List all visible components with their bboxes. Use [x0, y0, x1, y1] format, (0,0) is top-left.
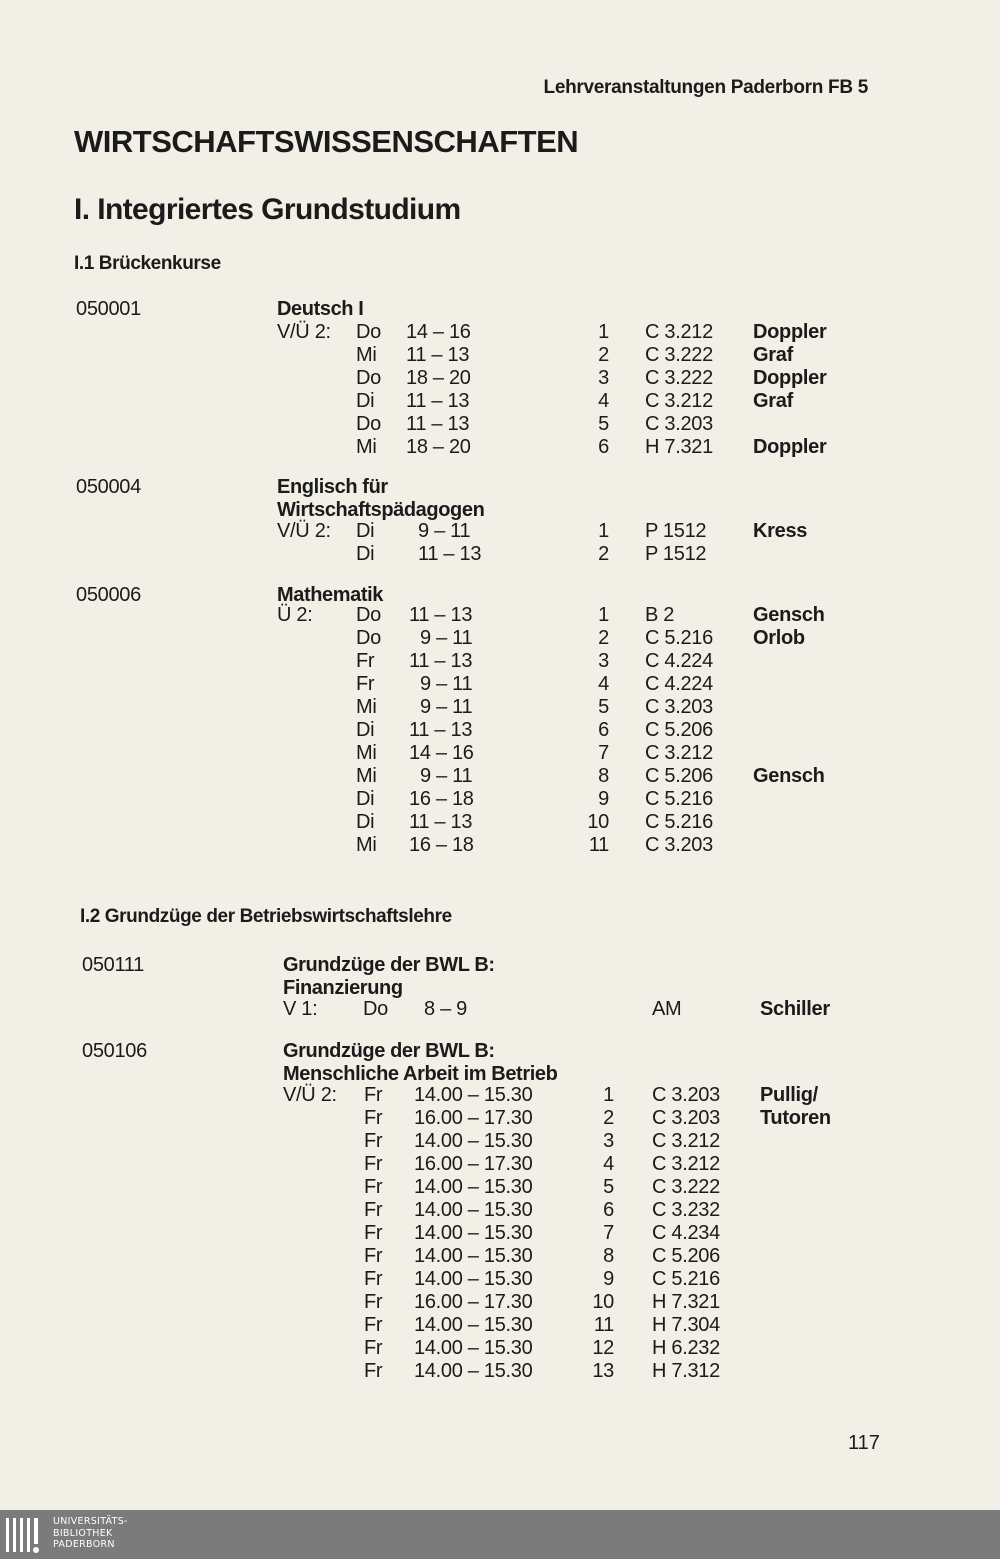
session-group: 8 — [603, 1245, 614, 1267]
session-day: Di — [356, 811, 375, 833]
running-head: Lehrveranstaltungen Paderborn FB 5 — [543, 77, 868, 98]
library-footer — [0, 1510, 1000, 1559]
session-lecturer: Doppler — [753, 436, 827, 458]
session-room: H 6.232 — [652, 1337, 720, 1359]
session-group: 4 — [598, 390, 609, 412]
session-room: C 4.234 — [652, 1222, 720, 1244]
session-time: 11 – 13 — [409, 719, 473, 741]
session-time: 14.00 – 15.30 — [414, 1268, 533, 1290]
session-group: 4 — [598, 673, 609, 695]
session-time: 18 – 20 — [406, 436, 471, 458]
session-row — [0, 1314, 1000, 1337]
session-group: 6 — [598, 719, 609, 741]
library-bars-icon — [4, 1514, 46, 1556]
session-time: 14.00 – 15.30 — [414, 1245, 533, 1267]
session-group: 3 — [598, 650, 609, 672]
session-lecturer: Kress — [753, 520, 808, 542]
session-day: Do — [356, 627, 381, 649]
session-row — [0, 1245, 1000, 1268]
session-time: 16 – 18 — [409, 834, 474, 856]
session-row — [0, 1153, 1000, 1176]
session-group: 3 — [603, 1130, 614, 1152]
session-row — [0, 344, 1000, 367]
session-group: 10 — [587, 811, 609, 833]
session-room: C 3.203 — [652, 1107, 720, 1129]
course-title-line: Menschliche Arbeit im Betrieb — [283, 1063, 558, 1085]
session-row — [0, 1199, 1000, 1222]
session-time: 18 – 20 — [406, 367, 471, 389]
part-heading: I. Integriertes Grundstudium — [74, 193, 461, 226]
session-day: Do — [356, 413, 381, 435]
session-day: Fr — [364, 1291, 383, 1313]
session-time: 11 – 13 — [409, 811, 473, 833]
session-group: 2 — [603, 1107, 614, 1129]
session-time: 11 – 13 — [409, 604, 473, 626]
session-group: 7 — [598, 742, 609, 764]
session-room: C 5.206 — [652, 1245, 720, 1267]
session-room: C 3.212 — [652, 1130, 720, 1152]
session-row — [0, 436, 1000, 459]
session-row — [0, 1337, 1000, 1360]
session-room: P 1512 — [645, 520, 707, 542]
session-time: 11 – 13 — [409, 650, 473, 672]
course-title — [277, 476, 484, 522]
session-row — [0, 998, 1000, 1021]
session-time: 14.00 – 15.30 — [414, 1199, 533, 1221]
session-row — [0, 1291, 1000, 1314]
session-day: Fr — [356, 650, 375, 672]
session-time: 11 – 13 — [418, 543, 482, 565]
session-time: 16 – 18 — [409, 788, 474, 810]
library-name-line: BIBLIOTHEK — [53, 1527, 113, 1539]
session-time: 14.00 – 15.30 — [414, 1176, 533, 1198]
session-lecturer: Graf — [753, 344, 793, 366]
session-group: 11 — [593, 1314, 614, 1336]
session-day: Mi — [356, 765, 377, 787]
session-room: C 3.222 — [645, 344, 713, 366]
session-room: AM — [652, 998, 682, 1020]
course-number: 050006 — [76, 584, 141, 606]
course-type: V/Ü 2: — [277, 321, 331, 343]
session-row — [0, 627, 1000, 650]
session-row — [0, 1268, 1000, 1291]
session-time: 14.00 – 15.30 — [414, 1360, 533, 1382]
session-room: H 7.321 — [645, 436, 713, 458]
session-day: Mi — [356, 436, 377, 458]
session-room: C 5.206 — [645, 719, 713, 741]
session-group: 3 — [598, 367, 609, 389]
course-number: 050111 — [82, 954, 144, 976]
session-group: 5 — [603, 1176, 614, 1198]
session-row — [0, 1176, 1000, 1199]
course-title-line: Mathematik — [277, 584, 384, 606]
course-title-line: Wirtschaftspädagogen — [277, 499, 485, 521]
main-title: WIRTSCHAFTSWISSENSCHAFTEN — [74, 124, 579, 159]
session-row — [0, 1084, 1000, 1107]
session-room: C 3.203 — [652, 1084, 720, 1106]
session-row — [0, 696, 1000, 719]
session-time: 11 – 13 — [406, 390, 470, 412]
session-group: 4 — [603, 1153, 614, 1175]
course-title-line: Grundzüge der BWL B: — [283, 1040, 495, 1062]
session-day: Fr — [364, 1153, 383, 1175]
session-day: Di — [356, 520, 375, 542]
session-time: 14.00 – 15.30 — [414, 1314, 533, 1336]
session-room: B 2 — [645, 604, 675, 626]
course-title-line: Grundzüge der BWL B: — [283, 954, 495, 976]
course-type: V/Ü 2: — [277, 520, 331, 542]
session-day: Fr — [364, 1314, 383, 1336]
session-row — [0, 1360, 1000, 1383]
session-day: Do — [356, 367, 381, 389]
session-group: 2 — [598, 627, 609, 649]
session-day: Fr — [364, 1084, 383, 1106]
section-heading: I.1 Brückenkurse — [74, 253, 221, 274]
session-time: 9 – 11 — [420, 696, 473, 718]
session-room: C 5.216 — [645, 627, 713, 649]
session-time: 14.00 – 15.30 — [414, 1130, 533, 1152]
course-title-line: Finanzierung — [283, 977, 403, 999]
session-row — [0, 1222, 1000, 1245]
session-room: H 7.321 — [652, 1291, 720, 1313]
session-time: 14.00 – 15.30 — [414, 1222, 533, 1244]
session-row — [0, 788, 1000, 811]
session-row — [0, 1130, 1000, 1153]
session-time: 14 – 16 — [406, 321, 471, 343]
session-group: 7 — [603, 1222, 614, 1244]
session-time: 14 – 16 — [409, 742, 474, 764]
session-time: 16.00 – 17.30 — [414, 1291, 533, 1313]
session-room: C 3.222 — [645, 367, 713, 389]
session-room: C 3.212 — [645, 321, 713, 343]
session-row — [0, 719, 1000, 742]
session-day: Mi — [356, 742, 377, 764]
session-day: Mi — [356, 344, 377, 366]
session-room: C 5.216 — [645, 788, 713, 810]
session-room: C 3.203 — [645, 413, 713, 435]
session-day: Fr — [364, 1245, 383, 1267]
course-title-line: Deutsch I — [277, 298, 364, 320]
session-time: 11 – 13 — [406, 413, 470, 435]
session-room: H 7.304 — [652, 1314, 720, 1336]
session-group: 11 — [588, 834, 609, 856]
session-day: Fr — [364, 1222, 383, 1244]
session-lecturer: Gensch — [753, 604, 825, 626]
course-type: V/Ü 2: — [283, 1084, 337, 1106]
library-name — [53, 1516, 128, 1551]
course-type: Ü 2: — [277, 604, 313, 626]
session-room: C 3.232 — [652, 1199, 720, 1221]
page-number: 117 — [848, 1432, 880, 1454]
session-row — [0, 811, 1000, 834]
session-group: 9 — [603, 1268, 614, 1290]
session-row — [0, 604, 1000, 627]
session-room: C 4.224 — [645, 673, 713, 695]
session-room: C 3.212 — [645, 390, 713, 412]
session-room: C 4.224 — [645, 650, 713, 672]
library-name-line: PADERBORN — [53, 1539, 115, 1550]
session-day: Do — [363, 998, 388, 1020]
section-heading: I.2 Grundzüge der Betriebswirtschaftslehre — [80, 906, 452, 927]
session-group: 1 — [598, 520, 609, 542]
session-day: Fr — [364, 1130, 383, 1152]
session-day: Di — [356, 543, 375, 565]
session-group: 5 — [598, 413, 609, 435]
session-lecturer: Gensch — [753, 765, 825, 787]
session-group: 9 — [598, 788, 609, 810]
session-row — [0, 650, 1000, 673]
session-group: 10 — [592, 1291, 614, 1313]
session-time: 11 – 13 — [406, 344, 470, 366]
session-time: 14.00 – 15.30 — [414, 1084, 533, 1106]
session-time: 9 – 11 — [420, 673, 473, 695]
session-time: 8 – 9 — [424, 998, 467, 1020]
session-room: H 7.312 — [652, 1360, 720, 1382]
session-group: 1 — [603, 1084, 614, 1106]
session-row — [0, 765, 1000, 788]
session-lecturer: Doppler — [753, 367, 827, 389]
session-day: Fr — [356, 673, 375, 695]
session-day: Fr — [364, 1199, 383, 1221]
session-time: 9 – 11 — [420, 627, 473, 649]
session-row — [0, 413, 1000, 436]
session-day: Fr — [364, 1360, 383, 1382]
session-lecturer: Graf — [753, 390, 793, 412]
session-group: 6 — [603, 1199, 614, 1221]
session-day: Fr — [364, 1107, 383, 1129]
session-day: Fr — [364, 1176, 383, 1198]
session-group: 2 — [598, 344, 609, 366]
session-day: Di — [356, 788, 375, 810]
course-number: 050106 — [82, 1040, 147, 1062]
session-day: Di — [356, 390, 375, 412]
library-name-line: UNIVERSITÄTS- — [53, 1516, 128, 1527]
session-row — [0, 390, 1000, 413]
course-type: V 1: — [283, 998, 318, 1020]
session-group: 12 — [592, 1337, 614, 1359]
session-row — [0, 543, 1000, 566]
session-time: 9 – 11 — [418, 520, 471, 542]
session-row — [0, 834, 1000, 857]
session-row — [0, 742, 1000, 765]
session-lecturer: Pullig/ — [760, 1084, 818, 1106]
session-lecturer: Tutoren — [760, 1107, 831, 1129]
session-day: Do — [356, 321, 381, 343]
session-room: C 3.212 — [645, 742, 713, 764]
session-row — [0, 1107, 1000, 1130]
session-lecturer: Orlob — [753, 627, 805, 649]
session-room: C 3.222 — [652, 1176, 720, 1198]
session-lecturer: Schiller — [760, 998, 830, 1020]
course-title — [283, 954, 495, 1000]
session-lecturer: Doppler — [753, 321, 827, 343]
session-time: 14.00 – 15.30 — [414, 1337, 533, 1359]
session-room: C 3.203 — [645, 696, 713, 718]
session-time: 16.00 – 17.30 — [414, 1153, 533, 1175]
session-day: Di — [356, 719, 375, 741]
session-time: 9 – 11 — [420, 765, 473, 787]
course-title — [283, 1040, 557, 1086]
session-room: C 3.212 — [652, 1153, 720, 1175]
session-group: 1 — [598, 321, 609, 343]
session-day: Mi — [356, 834, 377, 856]
course-number: 050004 — [76, 476, 141, 498]
session-room: C 5.216 — [645, 811, 713, 833]
session-day: Mi — [356, 696, 377, 718]
session-row — [0, 673, 1000, 696]
session-group: 6 — [598, 436, 609, 458]
session-room: C 5.206 — [645, 765, 713, 787]
course-title-line: Englisch für — [277, 476, 388, 498]
session-day: Fr — [364, 1268, 383, 1290]
session-group: 1 — [598, 604, 609, 626]
session-day: Do — [356, 604, 381, 626]
session-group: 13 — [592, 1360, 614, 1382]
course-number: 050001 — [76, 298, 141, 320]
session-group: 5 — [598, 696, 609, 718]
session-room: C 3.203 — [645, 834, 713, 856]
session-row — [0, 367, 1000, 390]
session-day: Fr — [364, 1337, 383, 1359]
session-row — [0, 321, 1000, 344]
session-group: 8 — [598, 765, 609, 787]
session-time: 16.00 – 17.30 — [414, 1107, 533, 1129]
session-room: C 5.216 — [652, 1268, 720, 1290]
session-room: P 1512 — [645, 543, 707, 565]
session-row — [0, 520, 1000, 543]
course-title — [277, 298, 363, 321]
session-group: 2 — [598, 543, 609, 565]
